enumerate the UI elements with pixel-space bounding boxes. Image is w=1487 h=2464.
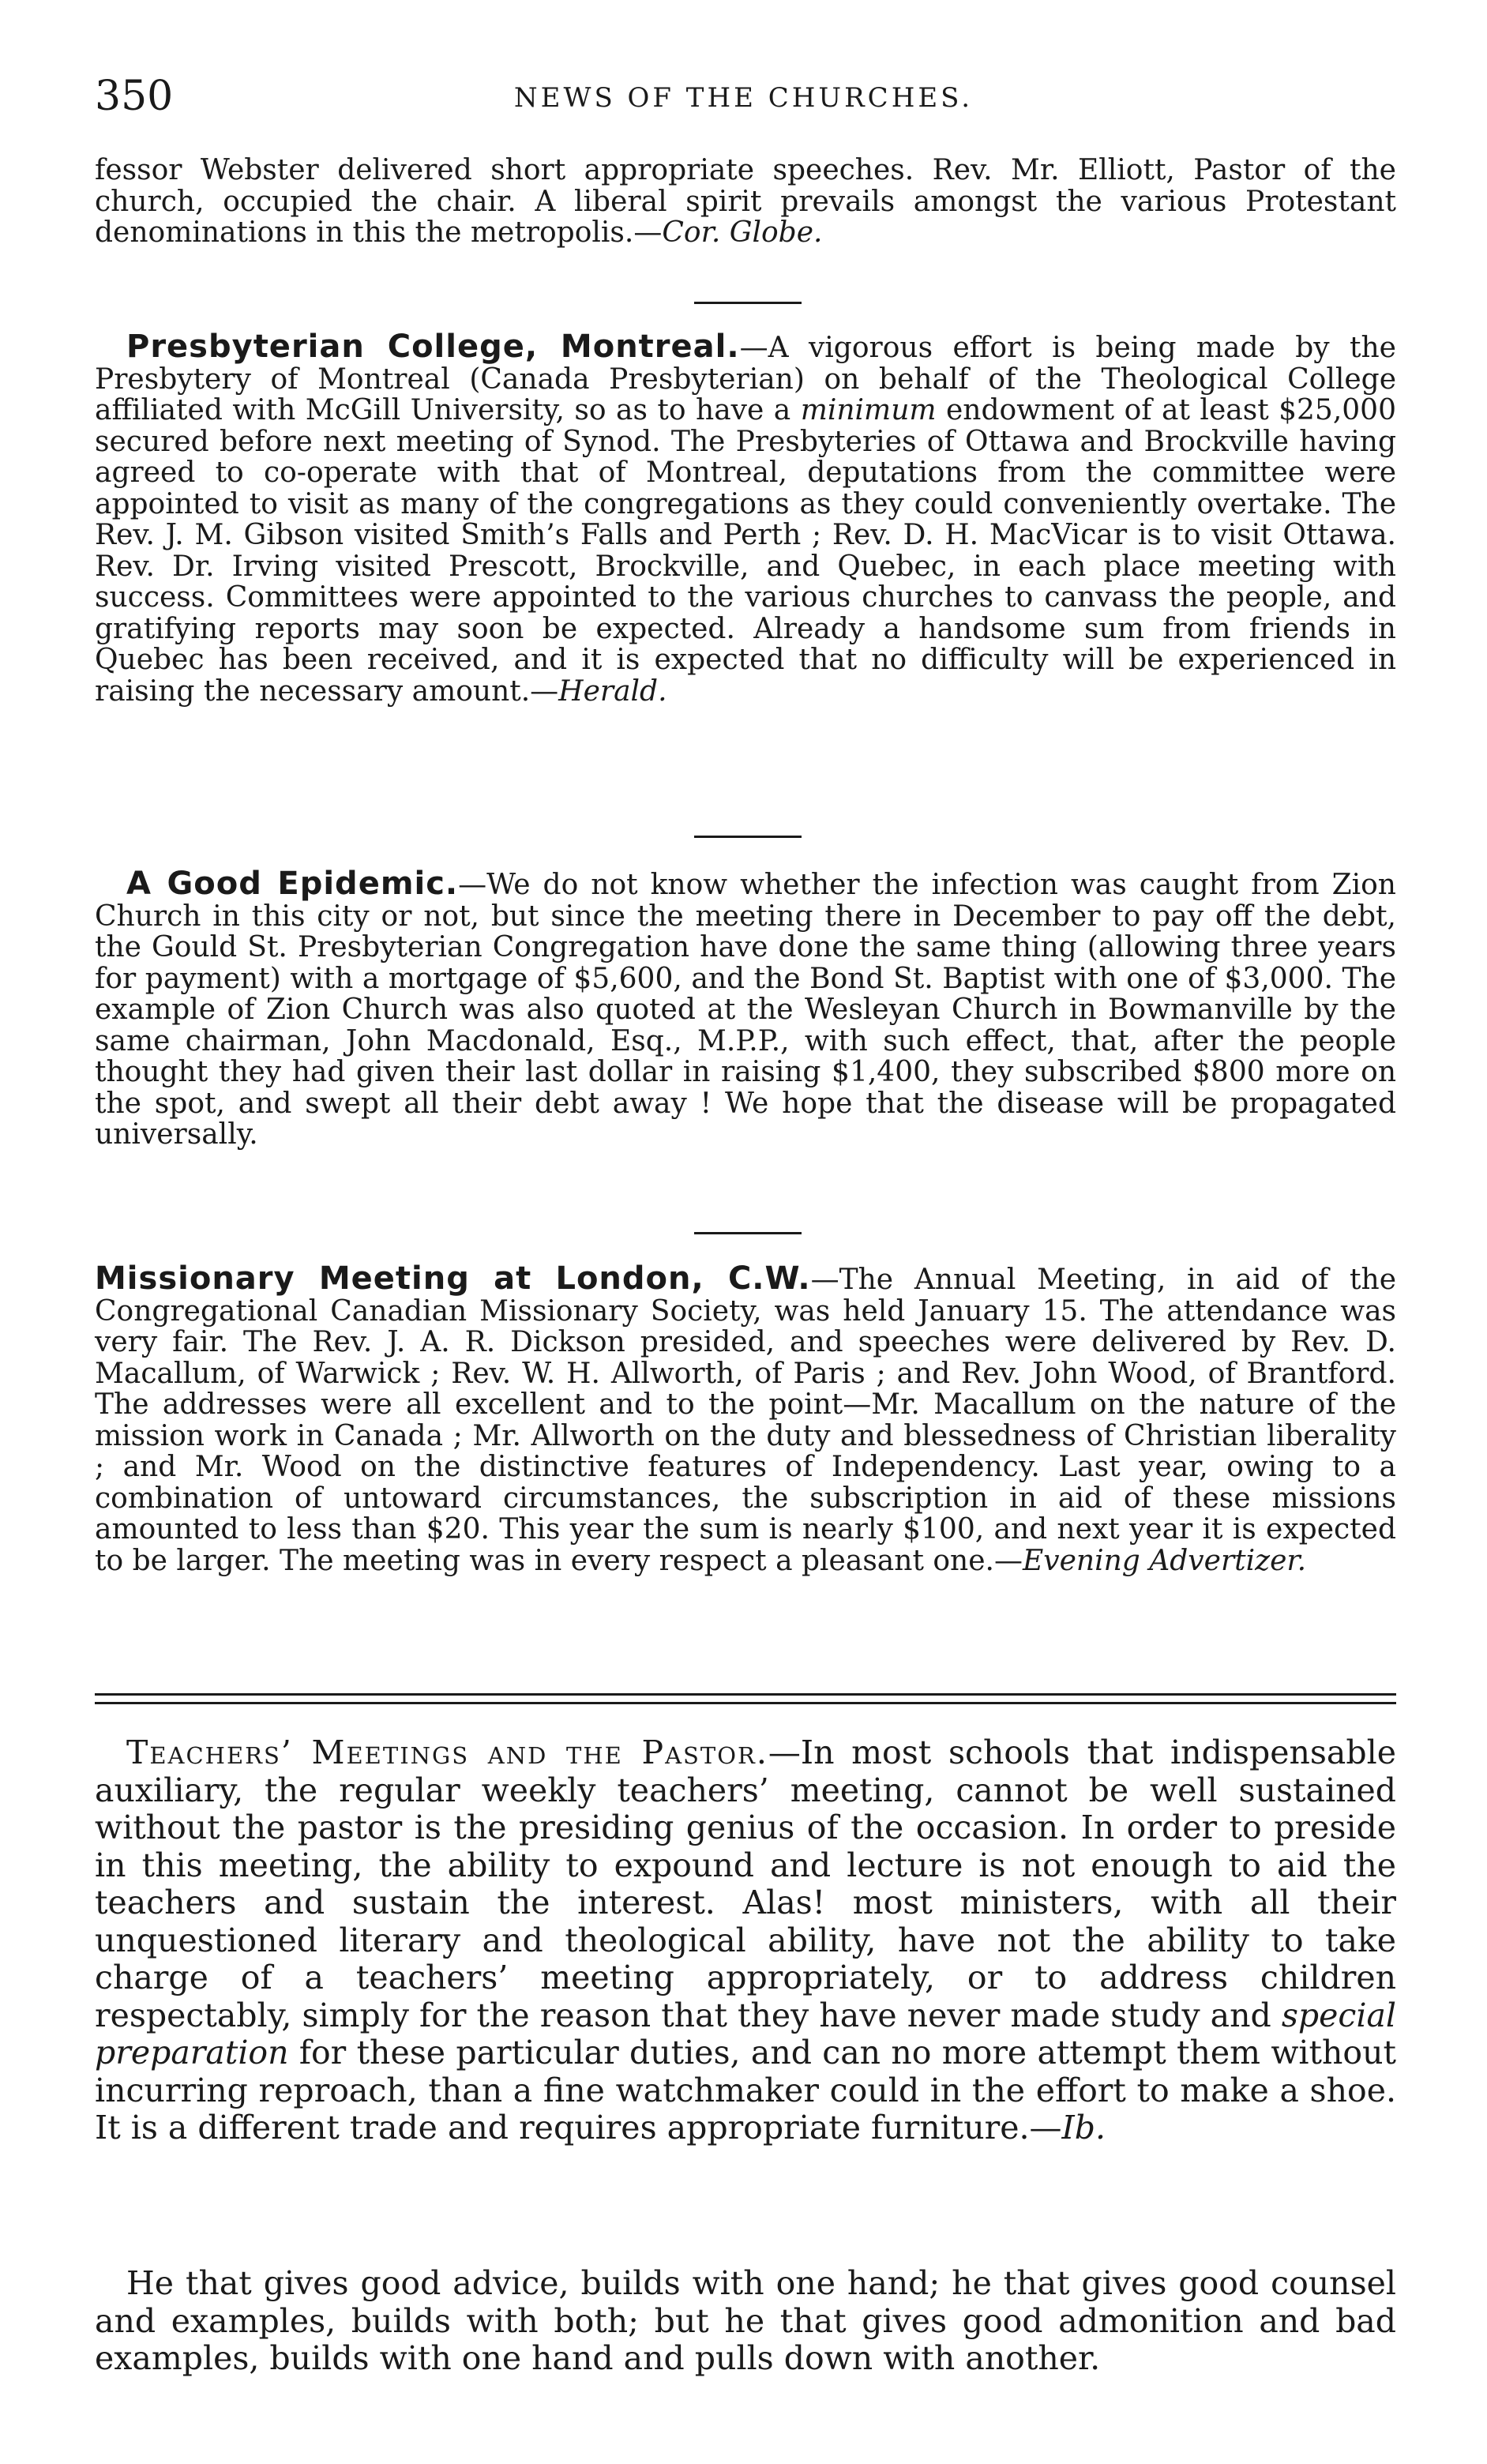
good-epidemic-article — [95, 866, 1396, 1151]
intro-text: fessor Webster delivered short appropriate speeches. Rev. Mr. Elliott, Pastor of the church, occupied the chair. A liberal spirit prevails amongst the various Protestant denominations in this the metropolis.— — [95, 154, 1396, 249]
intro-paragraph — [95, 155, 1396, 249]
page-number: 350 — [95, 73, 174, 120]
article-heading: Teachers’ Meetings and the Pastor. — [126, 1733, 768, 1771]
article-text: —The Annual Meeting, in aid of the Congregational Canadian Missionary Society, was held January 15. The attendance was very fair. The Rev. J. A. R. Dickson presided, and speeches were delivered by Rev. D. Macallum, of Warwick ; Rev. W. H. Allworth, of Paris ; and Rev. John Wood, of Brantford. The addresses were all excellent and to the point—Mr. Macallum on the nature of the mission work in Canada ; Mr. Allworth on the duty and blessedness of Christian liberality ; and Mr. Wood on the distinctive features of Independency. Last year, owing to a combination of untoward circumstances, the subscription in aid of these missions amounted to less than $20. This year the sum is nearly $100, and next year it is expected to be larger. The meeting was in every respect a pleasant one.— — [95, 1264, 1397, 1577]
article-source: Evening Advertizer. — [1022, 1544, 1307, 1577]
article-text: endowment of at least $25,000 secured before next meeting of Synod. The Presbyteries of Ottawa and Brockville having agreed to co-operate with that of Montreal, deputations from the committee were appointed to visit as many of the congregations as they could conveniently overtake. The Rev. J. M. Gibson visited Smith’s Falls and Perth ; Rev. D. H. MacVicar is to visit Ottawa. Rev. Dr. Irving visited Prescott, Brockville, and Quebec, in each place meeting with success. Committees were appointed to the various churches to canvass the people, and gratifying reports may soon be expected. Already a handsome sum from friends in Quebec has been received, and it is expected that no difficulty will be experienced in raising the necessary amount.— — [95, 394, 1396, 708]
article-emphasis: minimum — [800, 394, 937, 426]
article-heading: Presbyterian College, Montreal. — [126, 329, 740, 365]
double-rule-divider — [95, 1693, 1396, 1704]
article-source: Herald. — [558, 674, 667, 708]
article-text: for these particular duties, and can no more attempt them without incurring reproach, than a fine watchmaker could in the effort to make a shoe. It is a different trade and requires appropriate furniture.— — [95, 2034, 1396, 2147]
article-text: —We do not know whether the infection was caught from Zion Church in this city or not, but since the meeting there in December to pay off the debt, the Gould St. Presbyterian Congregation have done the same thing (allowing three years for payment) with a mortgage of $5,600, and the Bond St. Baptist with one of $3,000. The example of Zion Church was also quoted at the Wesleyan Church in Bowmanville by the same chairman, John Macdonald, Esq., M.P.P., with such effect, that, after the people thought they had given their last dollar in raising $1,400, they subscribed $800 more on the spot, and swept all their debt away ! We hope that the disease will be propagated universally. — [95, 869, 1396, 1151]
section-divider — [694, 302, 802, 304]
missionary-meeting-article — [95, 1260, 1397, 1577]
article-emphasis: special preparation — [95, 1996, 1396, 2071]
article-text: —A vigorous effort is being made by the Presbytery of Montreal (Canada Presbyterian) on behalf of the Theological College affiliated with McGill University, so as to have a — [95, 332, 1396, 426]
article-text: —In most schools that indispensable auxiliary, the regular weekly teachers’ meeting, cannot be well sustained without the pastor is the presiding genius of the occasion. In order to preside in this meeting, the ability to expound and lecture is not enough to aid the teachers and sustain the interest. Alas! most ministers, with all their unquestioned literary and theological ability, have not the ability to take charge of a teachers’ meeting appropriately, or to address children respectably, simply for the reason that they have never made study and — [95, 1733, 1396, 2034]
article-source: Ib. — [1061, 2109, 1106, 2147]
proverb-text: He that gives good advice, builds with one hand; he that gives good counsel and examples, builds with both; but he that gives good admonition and bad examples, builds with one hand and pulls down with another. — [95, 2264, 1396, 2377]
closing-proverb — [95, 2265, 1396, 2378]
section-divider — [694, 1232, 802, 1234]
running-title: NEWS OF THE CHURCHES. — [513, 82, 974, 114]
article-heading: A Good Epidemic. — [126, 866, 459, 902]
presbyterian-college-article — [95, 329, 1396, 708]
intro-source: Cor. Globe. — [662, 216, 823, 249]
section-divider — [694, 836, 802, 838]
teachers-meetings-article — [95, 1734, 1396, 2147]
article-heading: Missionary Meeting at London, C.W. — [95, 1260, 811, 1297]
